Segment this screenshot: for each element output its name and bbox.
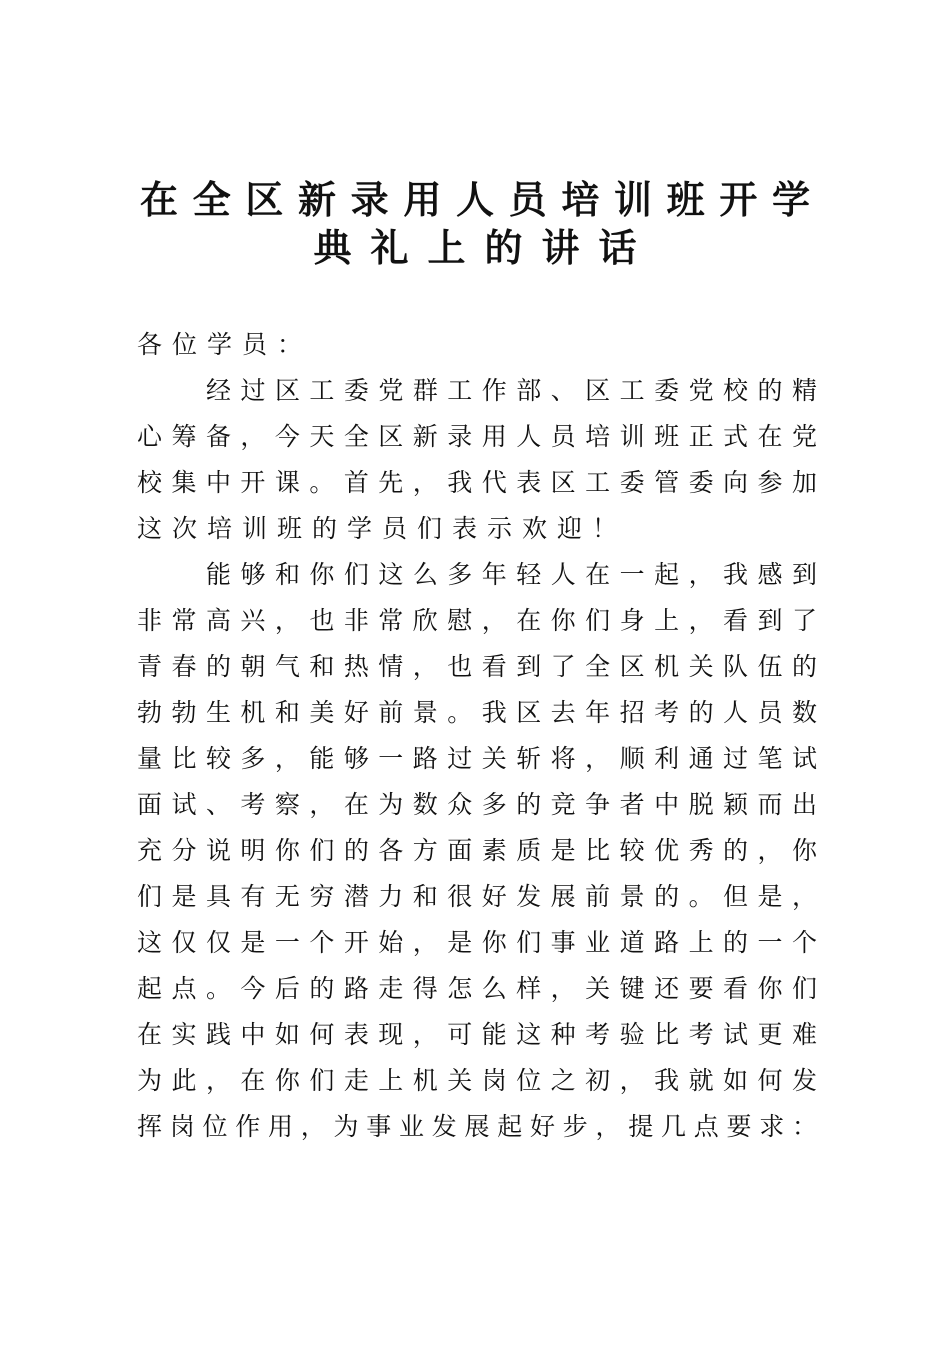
paragraph-line: 在实践中如何表现，可能这种考验比考试更难 [137, 1020, 817, 1049]
paragraph-line: 这仅仅是一个开始，是你们事业道路上的一个 [137, 928, 817, 957]
paragraph-line: 非常高兴，也非常欣慰，在你们身上，看到了 [137, 606, 817, 635]
salutation: 各位学员： [137, 330, 313, 359]
paragraph-line: 们是具有无穷潜力和很好发展前景的。但是， [137, 882, 817, 911]
paragraph-line: 量比较多，能够一路过关斩将，顺利通过笔试 [137, 744, 817, 773]
paragraph-line: 为此，在你们走上机关岗位之初，我就如何发 [137, 1066, 817, 1095]
paragraph-line: 心筹备，今天全区新录用人员培训班正式在党 [137, 422, 817, 451]
paragraph-line: 能够和你们这么多年轻人在一起，我感到 [206, 560, 817, 589]
paragraph-line: 青春的朝气和热情，也看到了全区机关队伍的 [137, 652, 817, 681]
paragraph-line: 挥岗位作用，为事业发展起好步，提几点要求： [137, 1112, 817, 1141]
paragraph-line: 经过区工委党群工作部、区工委党校的精 [206, 376, 817, 405]
paragraph-line: 这次培训班的学员们表示欢迎！ [137, 514, 628, 543]
paragraph-line: 面试、考察，在为数众多的竞争者中脱颖而出 [137, 790, 817, 819]
paragraph-line: 勃勃生机和美好前景。我区去年招考的人员数 [137, 698, 817, 727]
document-title-line-1: 在全区新录用人员培训班开学 [140, 177, 810, 222]
paragraph-line: 充分说明你们的各方面素质是比较优秀的，你 [137, 836, 817, 865]
document-title-line-2: 典礼上的讲话 [313, 225, 656, 270]
paragraph-line: 起点。今后的路走得怎么样，关键还要看你们 [137, 974, 817, 1003]
paragraph-line: 校集中开课。首先，我代表区工委管委向参加 [137, 468, 817, 497]
